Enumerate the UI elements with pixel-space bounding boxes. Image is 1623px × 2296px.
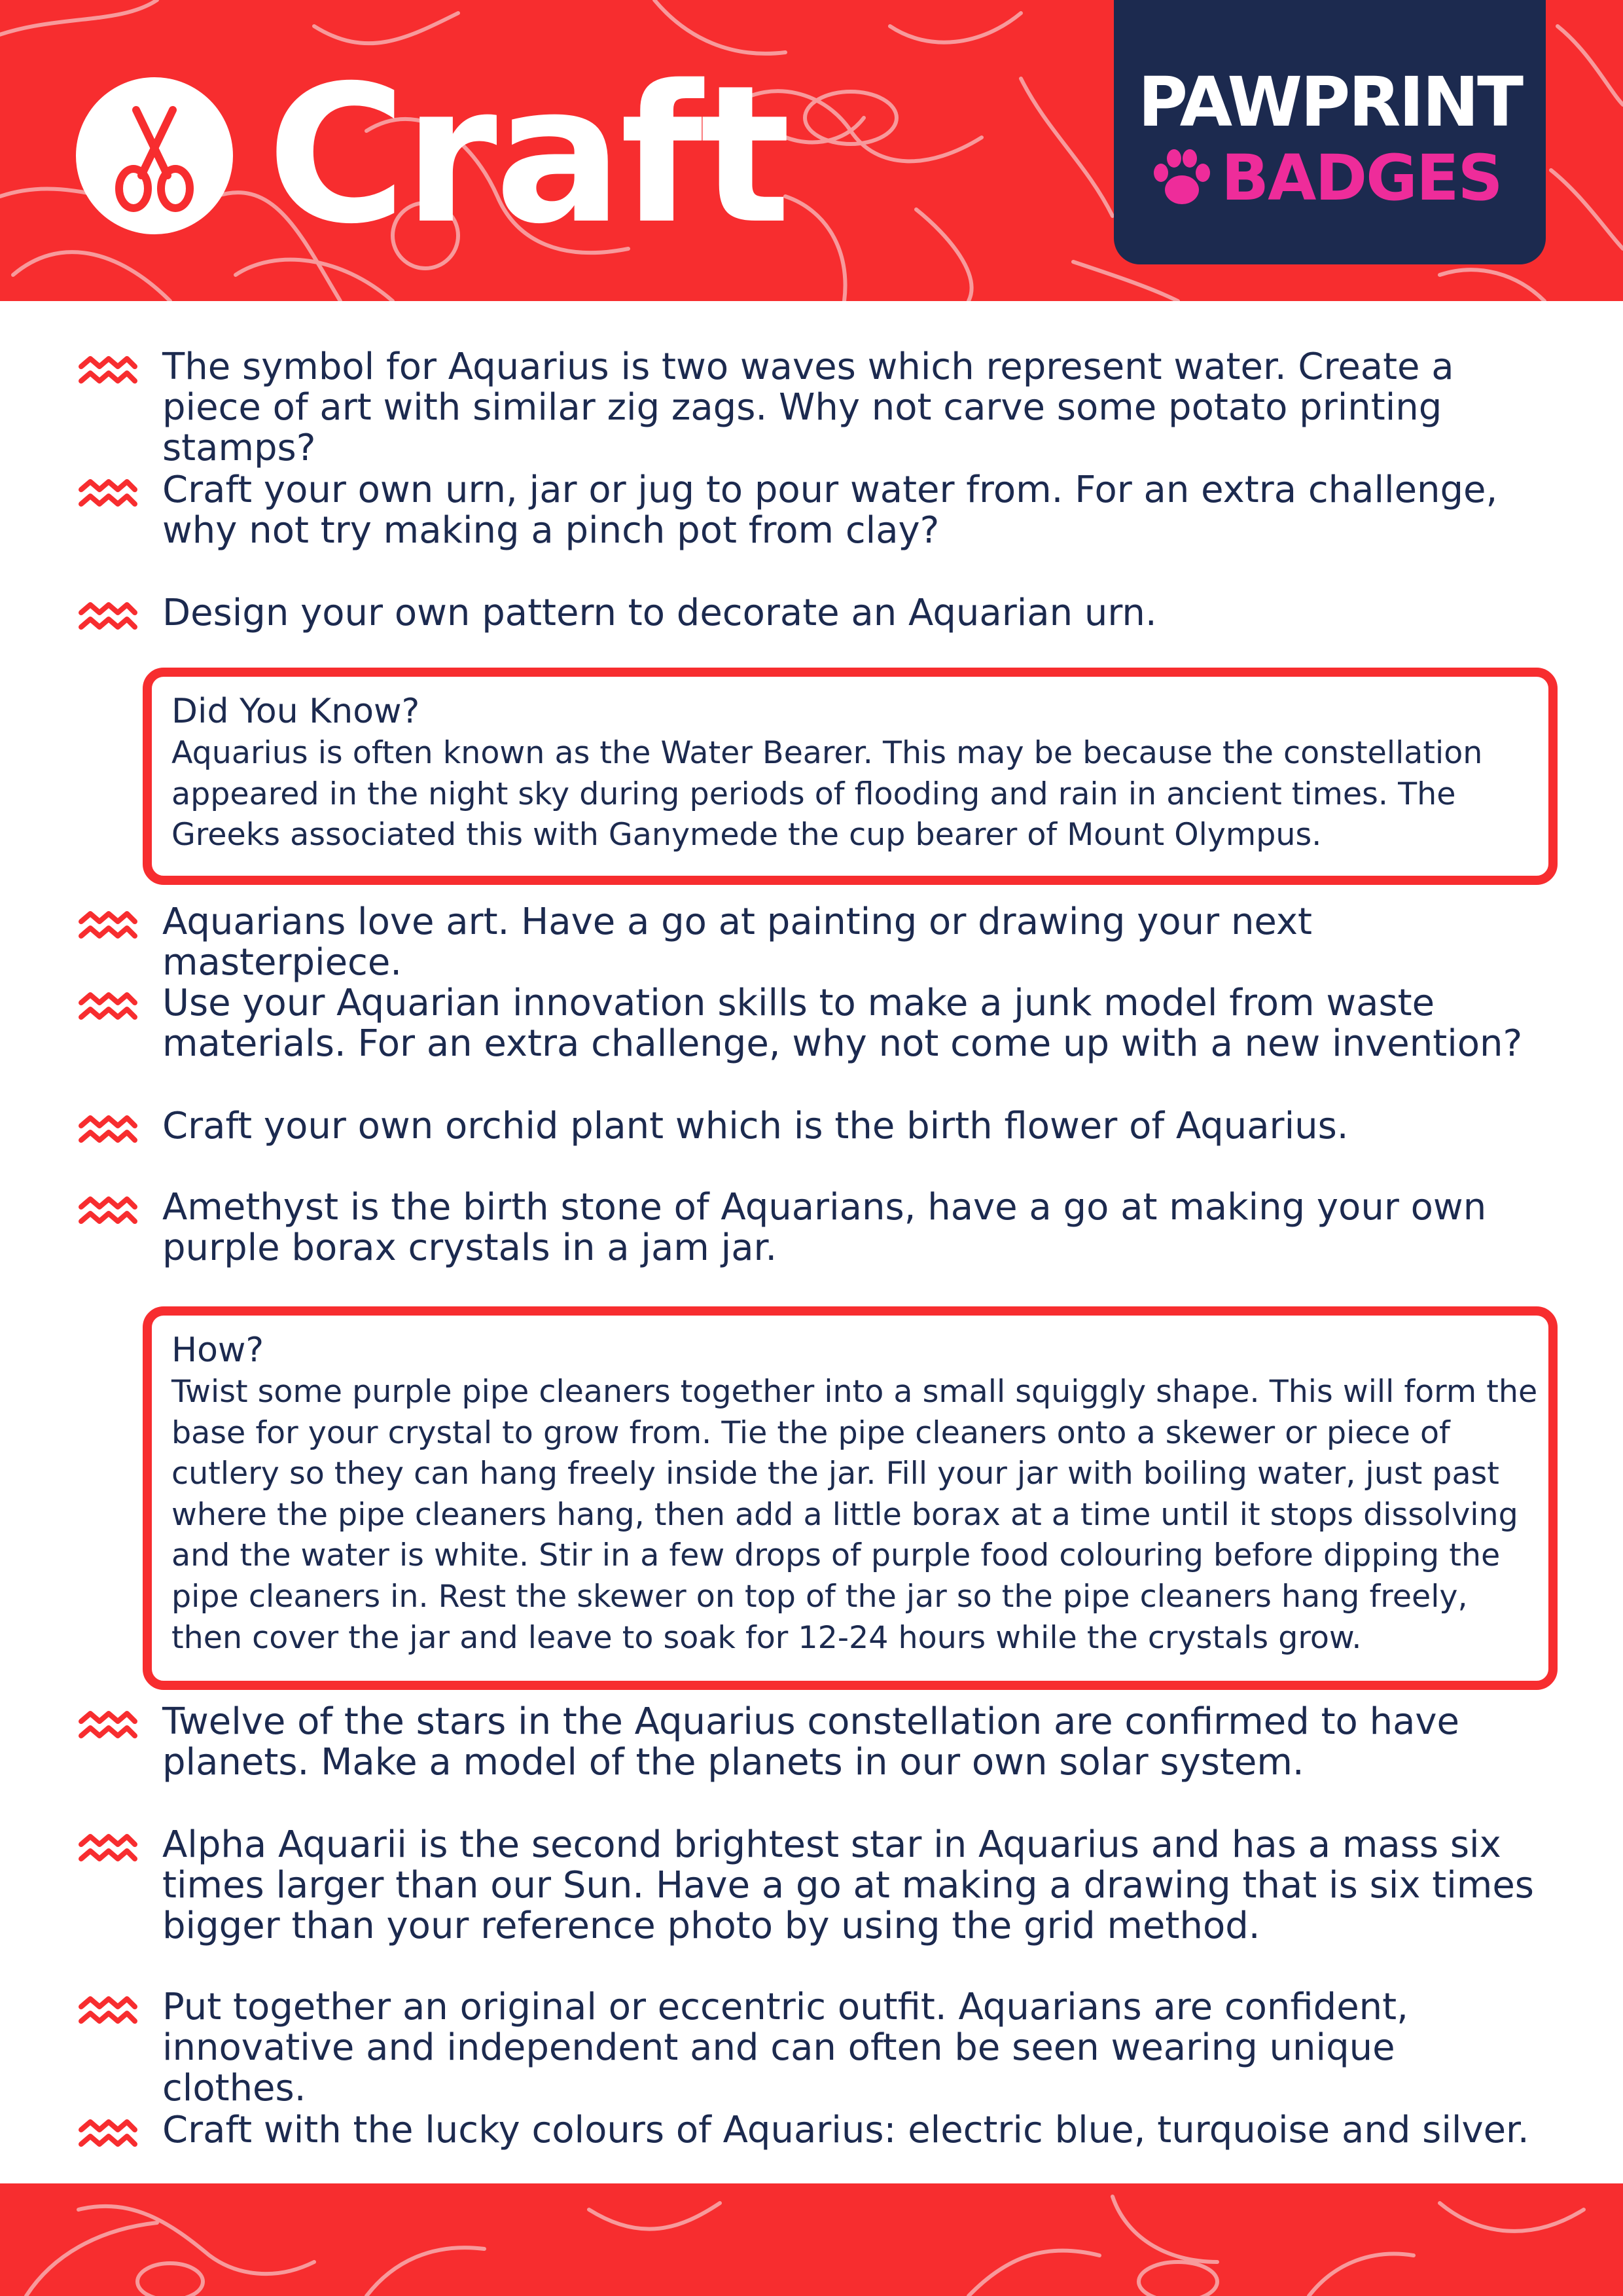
did-you-know-body: Aquarius is often known as the Water Bearer. This may be because the constellation appeared in the night sky during periods of flooding and rain in ancient times. The Greeks associated this with Ganymede the cup bearer of Mount Olympus. (171, 735, 1483, 853)
item-text: The symbol for Aquarius is two waves which represent water. Create a piece of art with similar zig zags. Why not carve some potato printing stamps? (162, 346, 1454, 469)
item-text: Amethyst is the birth stone of Aquarians, have a go at making your own purple borax crystals in a jam jar. (162, 1186, 1487, 1269)
item-text: Design your own pattern to decorate an Aquarian urn. (162, 592, 1157, 634)
aquarius-waves-icon (79, 1830, 137, 1867)
decorative-line-art (0, 2183, 1623, 2296)
item-text: Craft your own urn, jar or jug to pour water from. For an extra challenge, why not try making a pinch pot from clay? (162, 469, 1498, 552)
how-body: Twist some purple pipe cleaners together into a small squiggly shape. This will form the base for your crystal to grow from. Tie the pipe cleaners onto a skewer or piece of cutlery so they can hang freely inside the jar. Fill your jar with boiling water, just past where the pipe cleaners hang, then add a little borax at a time until it stops dissolving and the water is white. Stir in a few drops of purple food colouring before dipping the pipe cleaners in. Rest the skewer on top of the jar so the pipe cleaners hang freely, then cover the jar and leave to soak for 12-24 hours while the crystals grow. (171, 1374, 1538, 1656)
how-title: How? (171, 1331, 264, 1370)
footer-banner (0, 2183, 1623, 2296)
item-text: Use your Aquarian innovation skills to make a junk model from waste materials. For an extra challenge, why not come up with a new invention? (162, 982, 1523, 1065)
item-text: Aquarians love art. Have a go at painting or drawing your next masterpiece. (162, 901, 1312, 984)
aquarius-waves-icon (79, 2115, 137, 2152)
aquarius-waves-icon (79, 1111, 137, 1148)
did-you-know-title: Did You Know? (171, 692, 420, 731)
aquarius-waves-icon (79, 475, 137, 512)
item-text: Twelve of the stars in the Aquarius constellation are confirmed to have planets. Make a model of the planets in our own solar system. (162, 1700, 1459, 1784)
aquarius-waves-icon (79, 1707, 137, 1744)
item-text: Alpha Aquarii is the second brightest star in Aquarius and has a mass six times larger than our Sun. Have a go at making a drawing that is six times bigger than your reference photo by using the grid method. (162, 1823, 1534, 1947)
aquarius-waves-icon (79, 1992, 137, 2029)
page-title: Craft (267, 45, 789, 266)
aquarius-waves-icon (79, 907, 137, 944)
item-text: Put together an original or eccentric outfit. Aquarians are confident, innovative and independent and can often be seen wearing unique clothes. (162, 1986, 1408, 2109)
item-text: Craft with the lucky colours of Aquarius: electric blue, turquoise and silver. (162, 2109, 1529, 2151)
how-box (143, 1306, 1558, 1690)
aquarius-waves-icon (79, 988, 137, 1025)
aquarius-waves-icon (79, 598, 137, 635)
aquarius-waves-icon (79, 1193, 137, 1229)
item-text: Craft your own orchid plant which is the birth flower of Aquarius. (162, 1105, 1349, 1147)
did-you-know-box (143, 668, 1558, 885)
brand-name-line2: BADGES (1221, 141, 1502, 215)
brand-name-line1: PAWPRINT (1137, 62, 1522, 142)
aquarius-waves-icon (79, 352, 137, 389)
